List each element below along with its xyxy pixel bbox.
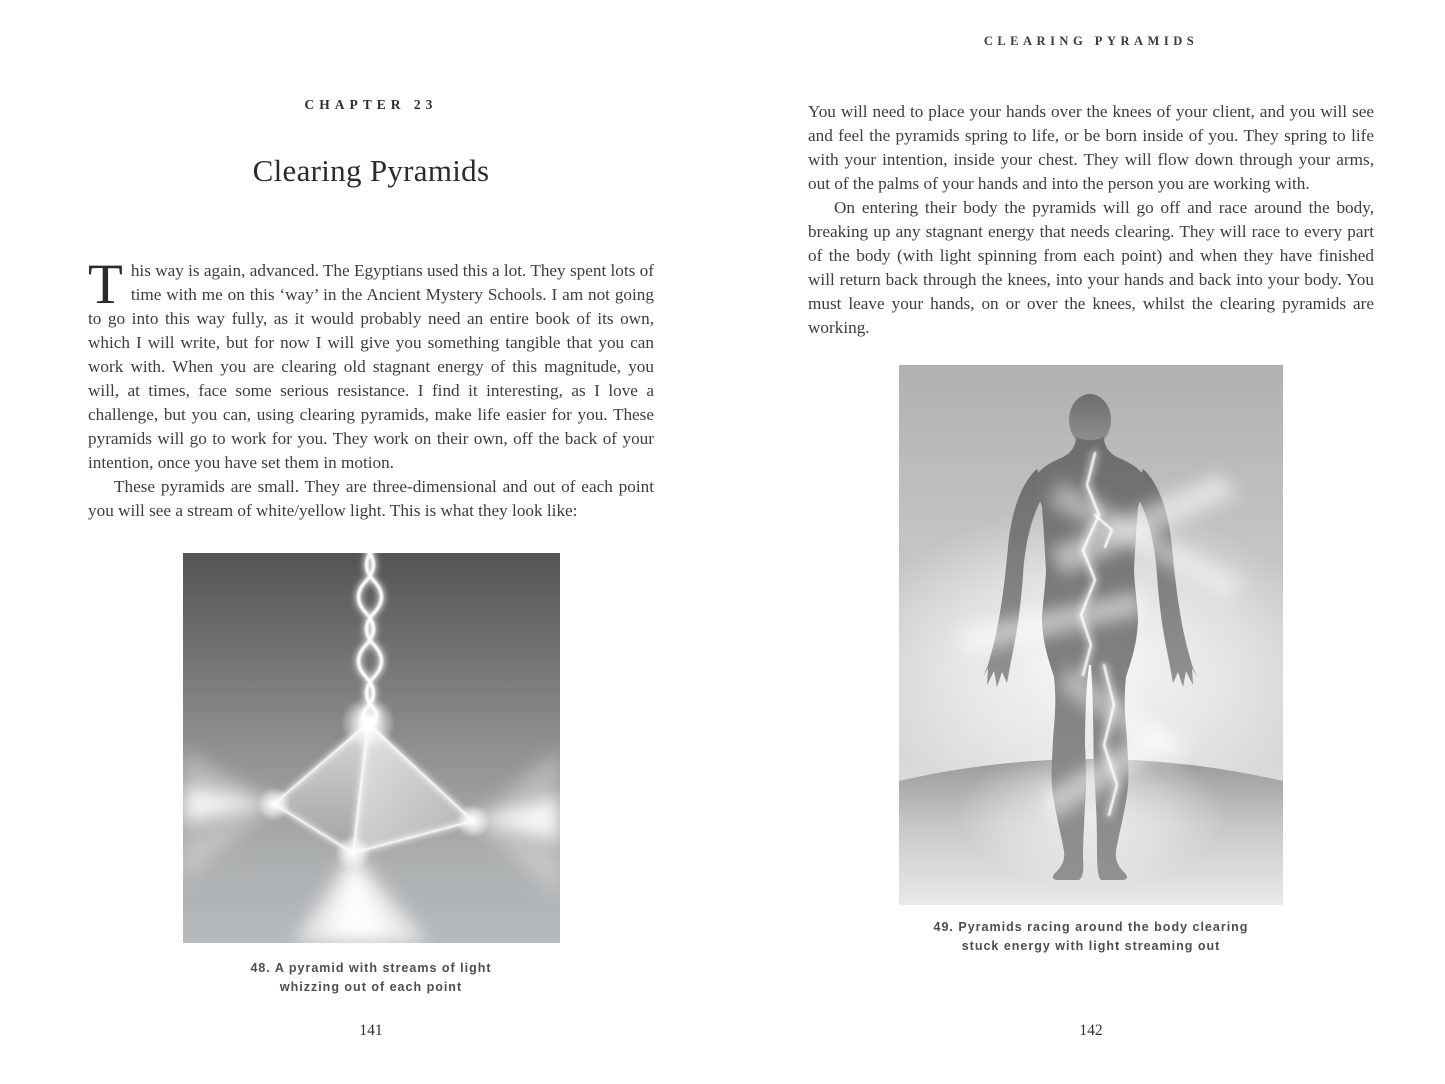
figure-caption-48-line2: whizzing out of each point	[279, 980, 463, 994]
pyramid-figure-image	[183, 553, 560, 943]
paragraph-2: These pyramids are small. They are three-dimensional and out of each point you will see a stream of white/yellow light. This is what they look like:	[88, 477, 654, 520]
paragraph-4: On entering their body the pyramids will go off and race around the body, breaking up any stagnant energy that needs clearing. They will race to every part of the body (with light spinning from each point) and when they have finished will return back through the knees, into your hands and back into your body. You must leave your hands, on or over the knees, whilst the clearing pyramids are working.	[808, 198, 1374, 337]
figure-caption-49-line2: stuck energy with light streaming out	[961, 939, 1221, 953]
figure-caption-48	[88, 959, 654, 997]
drop-cap: T	[88, 253, 123, 316]
left-page	[88, 0, 654, 1039]
right-page	[808, 0, 1374, 1039]
body-figure	[808, 365, 1374, 905]
page-number-right: 142	[1079, 1022, 1103, 1039]
pyramid-figure	[88, 553, 654, 943]
figure-caption-48-line1: 48. A pyramid with streams of light	[250, 961, 492, 975]
chapter-label: CHAPTER 23	[304, 97, 438, 112]
figure-caption-49	[808, 918, 1374, 956]
chapter-title: Clearing Pyramids	[252, 153, 490, 188]
running-header: CLEARING PYRAMIDS	[983, 34, 1199, 48]
page-number-left: 141	[359, 1022, 383, 1039]
paragraph-1	[88, 253, 654, 475]
paragraph-1-text: his way is again, advanced. The Egyptians used this a lot. They spent lots of time with me on this ‘way’ in the Ancient Mystery Schools. I am not going to go into this way fully, as it would probably need an entire book of its own, which I will write, but for now I will give you something tangible that you can work with. When you are clearing old stagnant energy of this magnitude, you will, at times, face some serious resistance. I find it interesting, as I love a challenge, but you can, using clearing pyramids, make life easier for you. These pyramids will go to work for you. They work on their own, off the back of your intention, once you have set them in motion.	[88, 261, 654, 472]
paragraph-3: You will need to place your hands over the knees of your client, and you will see and feel the pyramids spring to life, or be born inside of you. They spring to life with your intention, inside your chest. They will flow down through your arms, out of the palms of your hands and into the person you are working with.	[808, 102, 1374, 193]
body-figure-image	[899, 365, 1283, 905]
figure-caption-49-line1: 49. Pyramids racing around the body clearing	[933, 920, 1249, 934]
